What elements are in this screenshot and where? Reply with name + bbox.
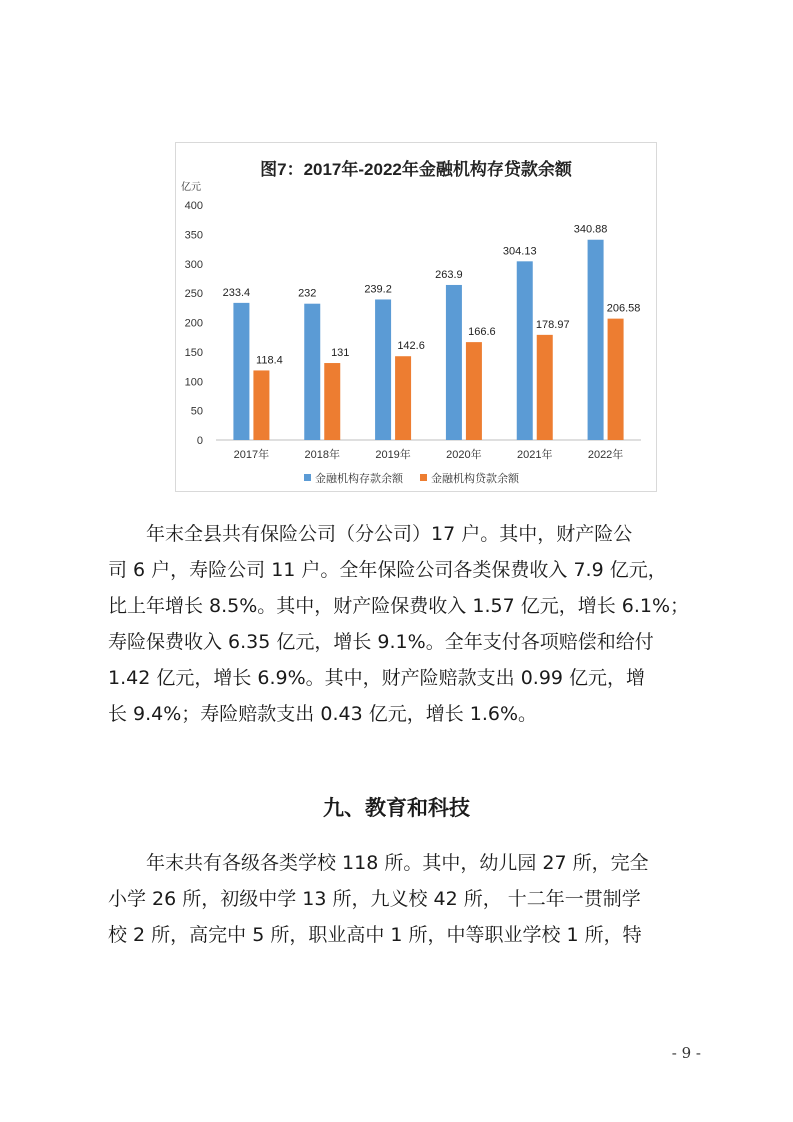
chart-container xyxy=(175,142,657,492)
x-tick-label: 2020年 xyxy=(446,449,482,461)
bar-loan xyxy=(253,370,269,440)
x-tick-label: 2018年 xyxy=(304,449,340,461)
y-tick-label: 0 xyxy=(196,435,203,447)
data-label: 263.9 xyxy=(435,268,463,281)
paragraph1-line: 1.42 亿元，增长 6.9%。其中，财产险赔款支出 0.99 亿元，增 xyxy=(108,667,646,689)
bar-deposit xyxy=(304,304,320,440)
paragraph2-line: 小学 26 所，初级中学 13 所，九义校 42 所， 十二年一贯制学 xyxy=(108,888,641,910)
y-axis-unit: 亿元 xyxy=(181,182,201,193)
data-label: 239.2 xyxy=(364,283,392,296)
section-heading: 九、教育和科技 xyxy=(323,796,470,820)
page-number: - 9 - xyxy=(671,1044,701,1062)
y-tick-label: 350 xyxy=(184,229,203,242)
bar-loan xyxy=(608,319,624,440)
bar-loan xyxy=(324,363,340,440)
bar-chart xyxy=(176,143,656,491)
data-label: 340.88 xyxy=(573,223,608,236)
y-tick-label: 100 xyxy=(184,376,203,389)
x-tick-label: 2022年 xyxy=(587,449,624,461)
legend-swatch xyxy=(420,474,427,481)
paragraph-insurance xyxy=(108,516,688,732)
x-tick-label: 2019年 xyxy=(375,449,411,461)
paragraph1-line: 司 6 户，寿险公司 11 户。全年保险公司各类保费收入 7.9 亿元， xyxy=(108,559,667,581)
paragraph1-line: 长 9.4%；寿险赔款支出 0.43 亿元，增长 1.6%。 xyxy=(108,703,538,725)
paragraph-education xyxy=(108,845,688,953)
paragraph1-line: 比上年增长 8.5%。其中，财产险保费收入 1.57 亿元，增长 6.1%； xyxy=(108,595,690,617)
y-tick-label: 50 xyxy=(190,405,203,418)
bar-deposit xyxy=(517,261,533,440)
data-label: 118.4 xyxy=(256,354,283,367)
paragraph1-line: 年末全县共有保险公司（分公司）17 户。其中，财产险公 xyxy=(146,523,633,545)
bar-loan xyxy=(395,356,411,440)
bar-deposit xyxy=(375,299,391,440)
y-tick-label: 250 xyxy=(184,288,203,301)
bar-loan xyxy=(537,335,553,440)
paragraph2-line: 年末共有各级各类学校 118 所。其中，幼儿园 27 所，完全 xyxy=(146,852,649,874)
data-label: 232 xyxy=(298,287,317,300)
data-label: 131 xyxy=(331,347,350,360)
paragraph1-line: 寿险保费收入 6.35 亿元，增长 9.1%。全年支付各项赔偿和给付 xyxy=(108,631,654,653)
data-label: 206.58 xyxy=(606,302,641,315)
bar-deposit xyxy=(446,285,462,440)
y-tick-label: 150 xyxy=(184,346,203,359)
data-label: 142.6 xyxy=(397,340,425,353)
data-label: 178.97 xyxy=(535,318,570,331)
y-tick-label: 200 xyxy=(184,317,203,330)
legend-swatch xyxy=(304,474,311,481)
x-tick-label: 2021年 xyxy=(517,449,553,461)
data-label: 166.6 xyxy=(468,326,496,339)
x-tick-label: 2017年 xyxy=(233,449,270,461)
bar-deposit xyxy=(588,240,604,440)
bar-loan xyxy=(466,342,482,440)
legend-label: 金融机构存款余额 xyxy=(315,473,403,485)
bar-deposit xyxy=(233,303,249,440)
data-label: 233.4 xyxy=(222,286,251,299)
y-tick-label: 400 xyxy=(184,200,203,212)
chart-title: 图7：2017年-2022年金融机构存贷款余额 xyxy=(260,160,572,179)
y-tick-label: 300 xyxy=(184,258,203,271)
data-label: 304.13 xyxy=(502,245,537,258)
paragraph2-line: 校 2 所，高完中 5 所，职业高中 1 所，中等职业学校 1 所，特 xyxy=(108,924,642,946)
legend-label: 金融机构贷款余额 xyxy=(431,473,519,485)
